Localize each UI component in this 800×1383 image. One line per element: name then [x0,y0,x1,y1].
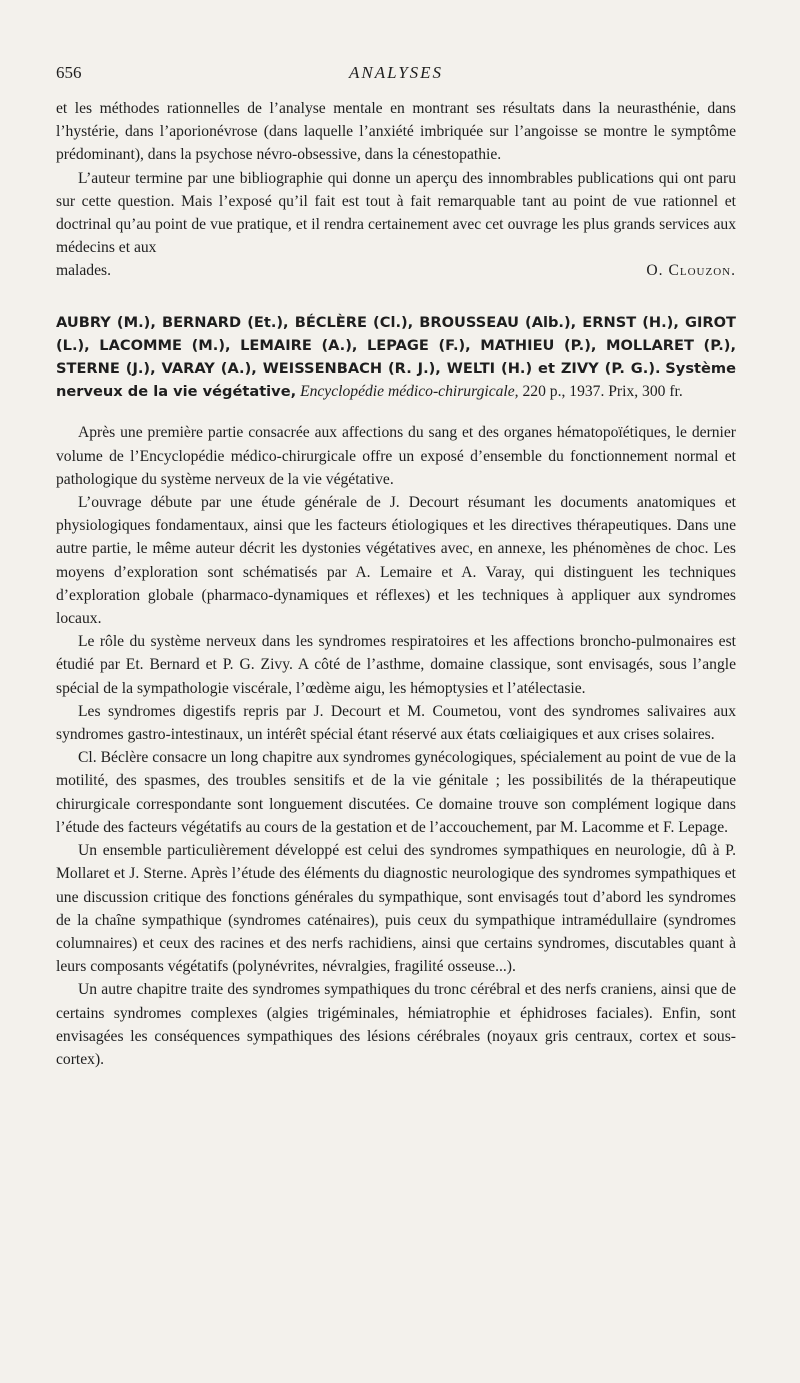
reviewer-signature: O. Clouzon. [646,262,736,280]
page-body [56,97,736,1071]
book-series: Encyclopédie médico-chirurgicale, [300,383,519,401]
signature-line [56,259,736,282]
paragraph: et les méthodes rationnelles de l’analyse mentale en montrant ses résultats dans la neurasthénie, dans l’hystérie, dans l’aporionévrose (dans laquelle l’anxiété imbriquée sur l’angoisse se montre le symptôme prédominant), dans la psychose névro-obsessive, dans la cénestopathie. [56,100,736,164]
page-header [56,63,736,87]
book-details: 220 p., 1937. Prix, 300 fr. [522,383,683,401]
page-number: 656 [56,63,82,82]
paragraph: Un ensemble particulièrement développé est celui des syndromes sympathiques en neurologie, dû à P. Mollaret et J. Sterne. Après l’étude des éléments du diagnostic neurologique des syndromes sympathiques et une discussion critique des fonctions générales du sympathique, sont envisagés tout d’abord les syndromes de la chaîne sympathique (syndromes caténaires), puis ceux du sympathique intramédullaire (syndromes columnaires) et ceux des racines et des nerfs rachidiens, ainsi que certains syndromes, discutables quant à leurs composants végétatifs (polynévrites, névralgies, fragilité osseuse...). [56,842,736,976]
review-authors: AUBRY (M.), BERNARD (Et.), BÉCLÈRE (Cl.), BROUSSEAU (Alb.), ERNST (H.), GIROT (L.), LACOMME (M.), LEMAIRE (A.), LEPAGE (F.), MATHIEU (P.), MOLLARET (P.), STERNE (J.), VARAY (A.), WEISSENBACH (R. J.), WELTI (H.) et ZIVY (P. G.). [56,313,736,378]
review-entry [56,311,736,1072]
paragraph: Cl. Béclère consacre un long chapitre aux syndromes gynécologiques, spécialement au point de vue de la motilité, des spasmes, des troubles sensitifs et de la vie génitale ; les possibilités de la thérapeutique chirurgicale correspondante sont longuement discutées. Ce domaine trouve son complément logique dans l’étude des facteurs végétatifs au cours de la gestation et de l’accouchement, par M. Lacomme et F. Lepage. [56,749,736,836]
paragraph: L’auteur termine par une bibliographie qui donne un aperçu des innombrables publications qui ont paru sur cette question. Mais l’exposé qu’il fait est tout à fait remarquable tant au point de vue rationnel et doctrinal qu’au point de vue pratique, et il rendra certainement avec cet ouvrage les plus grands services aux médecins et aux [56,169,736,257]
running-head: ANALYSES [348,63,444,82]
paragraph: Les syndromes digestifs repris par J. Decourt et M. Coumetou, vont des syndromes salivaires aux syndromes gastro-intestinaux, un intérêt spécial étant réservé aux états cœliaigiques et aux crises solaires. [56,702,736,744]
review-citation [56,311,736,404]
paragraph-end: malades. [56,262,111,280]
previous-review [56,97,736,283]
paragraph: Le rôle du système nerveux dans les syndromes respiratoires et les affections broncho-pulmonaires est étudié par Et. Bernard et P. G. Zivy. A côté de l’asthme, domaine classique, sont envisagés, sous l’angle spécial de la sympathologie viscérale, l’œdème aigu, les hémoptysies et l’atélectasie. [56,633,736,697]
paragraph: L’ouvrage débute par une étude générale de J. Decourt résumant les documents anatomiques et physiologiques fondamentaux, ainsi que les facteurs étiologiques et les directives thérapeutiques. Dans une autre partie, le même auteur décrit les dystonies végétatives avec, en annexe, les phénomènes de choc. Les moyens d’exploration sont schématisés par A. Lemaire et A. Varay, qui distinguent les techniques d’exploration globale (pharmaco-dynamiques et réflexes) et les techniques à appliquer aux syndromes locaux. [56,494,736,628]
paragraph: Un autre chapitre traite des syndromes sympathiques du tronc cérébral et des nerfs craniens, ainsi que de certains syndromes complexes (algies trigéminales, hémiatrophie et éphidroses faciales). Enfin, sont envisagées les conséquences sympathiques des lésions cérébrales (noyaux gris centraux, cortex et sous-cortex). [56,981,736,1068]
book-title: Système nerveux de la vie végétative, [56,360,736,401]
paragraph: Après une première partie consacrée aux affections du sang et des organes hématopoïétiques, le dernier volume de l’Encyclopédie médico-chirurgicale offre un exposé d’ensemble du fonctionnement normal et pathologique du système nerveux de la vie végétative. [56,424,736,488]
